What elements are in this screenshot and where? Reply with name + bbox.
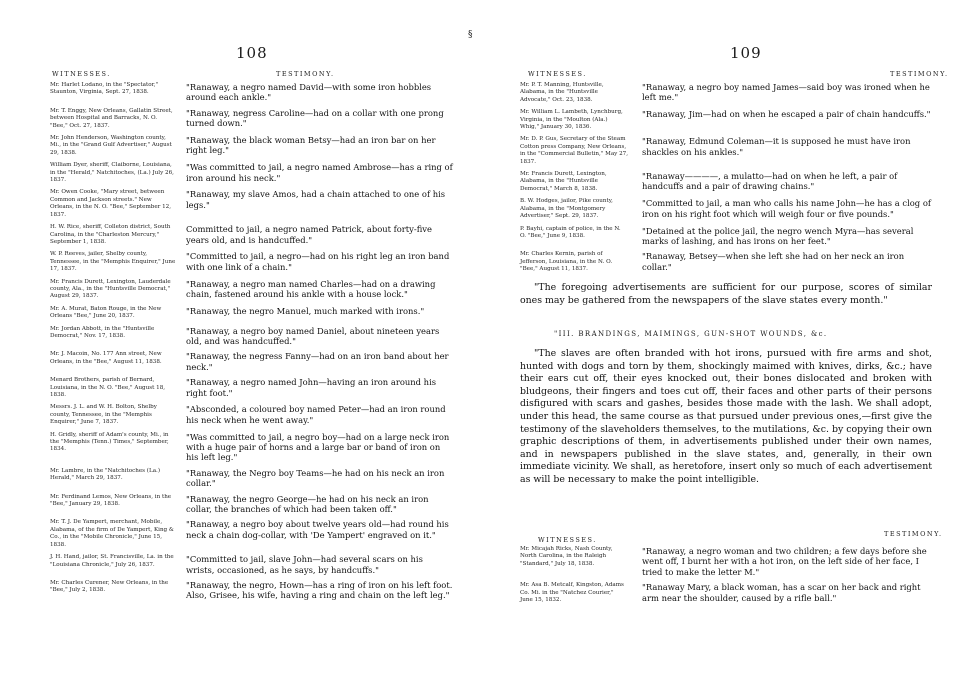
testimony-cell: "Ranaway, a negro boy named James—said boy was ironed when he left me."	[642, 82, 930, 103]
table-row	[50, 404, 454, 426]
table-row	[50, 279, 454, 301]
witness-cell: Mr. Francis Durett, Lexington, Lauderdale county, Ala., in the "Huntsville Democrat," August 29, 1837.	[50, 278, 171, 300]
witness-cell: Mr. Micajah Ricks, Nash County, North Carolina, in the Raleigh "Standard," July 18, 1838.	[520, 546, 613, 567]
testimony-cell: "Ranaway Mary, a black woman, has a scar on her back and right arm near the shoulder, caused by a rifle ball."	[642, 582, 921, 603]
witness-cell: Menard Brothers, parish of Bernard, Louisiana, in the N. O. "Bee," August 18, 1838.	[50, 377, 166, 398]
witness-cell: B. W. Hodges, jailor, Pike county, Alabama, in the "Montgomery Advertiser," Sept. 29, 1837.	[520, 198, 613, 220]
table-row	[520, 226, 932, 247]
table-row	[520, 82, 932, 104]
table-row	[50, 251, 454, 273]
table-row	[50, 580, 454, 601]
testimony-cell: "Committed to jail, slave John—had several scars on his wrists, occasioned, as he says, by handcuffs."	[186, 554, 423, 575]
witness-cell: Mr. J. Macoin, No. 177 Ann street, New Orleans, in the "Bee," August 11, 1838.	[50, 351, 162, 365]
testimony-cell: "Ranaway, a negro man named Charles—had on a drawing chain, fastened around his ankle with a house lock."	[186, 278, 436, 299]
testimony-cell: "Ranaway, a negro named David—with some iron hobbles around each ankle."	[186, 82, 432, 103]
testimony-cell: "Ranaway————, a mulatto—had on when he left, a pair of handcuffs and a pair of drawing chains."	[642, 171, 898, 192]
testimony-cell: "Ranaway, Edmund Coleman—it is supposed he must have iron shackles on his ankles."	[642, 136, 911, 157]
witness-cell: Mr. Charles Curener, New Orleans, in the "Bee," July 2, 1838.	[50, 579, 169, 594]
testimony-cell: "Committed to jail, a man who calls his name John—he has a clog of iron on his right foot which will weigh four or five pounds."	[642, 198, 931, 219]
table-row	[50, 162, 454, 184]
witness-cell: P. Bayhi, captain of police, in the N. O. "Bee," June 9, 1838.	[520, 225, 621, 239]
testimony-cell: "Ranaway, negress Caroline—had on a collar with one prong turned down."	[186, 107, 444, 129]
testimony-cell: "Ranaway, the negro, Hown—has a ring of iron on his left foot. Also, Grisee, his wife, having a ring and chain on the left leg."	[186, 579, 453, 601]
section-heading: "III. BRANDINGS, MAIMINGS, GUN-SHOT WOUNDS, &c.	[554, 330, 828, 338]
table-row	[50, 494, 454, 515]
testimony-cell: "Ranaway, Jim—had on when he escaped a pair of chain handcuffs."	[642, 109, 931, 120]
testimony-cell: "Was committed to jail, a negro boy—had on a large neck iron with a huge pair of horns and a large bar or band of iron on his left leg."	[186, 431, 450, 463]
testimony-cell: "Ranaway, a negro boy about twelve years old—had round his neck a chain dog-collar, with 'De Yampert' engraved on it."	[186, 519, 449, 540]
table-row	[50, 82, 454, 103]
witness-cell: Mr. D. P. Gus, Secretary of the Steam Cotton press Company, New Orleans, in the "Commercial Bulletin," May 27, 1837.	[520, 136, 629, 165]
entries-left	[50, 82, 454, 606]
witness-cell: Mr. Francis Durett, Lexington, Alabama, in the "Huntsville Democrat," March 8, 1838.	[520, 171, 607, 192]
table-row	[50, 326, 454, 347]
table-row	[50, 468, 454, 489]
table-row	[50, 377, 454, 399]
table-row	[50, 135, 454, 157]
table-row	[50, 519, 454, 549]
witness-cell: J. H. Hand, jailor, St. Francisville, La. in the "Louisiana Chronicle," July 26, 1837.	[50, 554, 174, 568]
witness-cell: Mr. Charles Kernin, parish of Jefferson, Louisiana, in the N. O. "Bee," August 11, 1837.	[520, 251, 613, 273]
witness-cell: Mr. A. Murat, Baton Rouge, in the New Orleans "Bee," June 20, 1837.	[50, 305, 162, 320]
testimony-label-left: TESTIMONY.	[276, 70, 335, 78]
witness-cell: H. Gridly, sheriff of Adam's county, Mi., in the "Memphis (Tenn.) Times," September, 1834.	[50, 431, 169, 453]
closing-paragraph: "The foregoing advertisements are sufficient for our purpose, scores of similar ones may be gathered from the newspapers of the slave states every month."	[520, 282, 932, 306]
testimony-cell: "Absconded, a coloured boy named Peter—had an iron round his neck when he went away."	[186, 404, 446, 425]
table-row	[520, 109, 932, 131]
witnesses-label-right: WITNESSES.	[528, 70, 587, 78]
table-row	[50, 306, 454, 321]
testimony-cell: "Ranaway, the negress Fanny—had on an iron band about her neck."	[186, 351, 449, 372]
witnesses-label-left: WITNESSES.	[52, 70, 111, 78]
testimony-cell: "Was committed to jail, a negro named Ambrose—has a ring of iron around his neck."	[186, 162, 453, 183]
testimony-label-right-2: TESTIMONY.	[884, 530, 943, 538]
witness-cell: H. W. Rice, sheriff, Colleton district, South Carolina, in the "Charleston Mercury," September 1, 1838.	[50, 224, 171, 245]
witness-cell: Mr. T. Enggy, New Orleans, Gallatin Street, between Hospital and Barracks, N. O. "Bee," Oct. 27, 1837.	[50, 107, 173, 129]
table-row	[520, 582, 932, 604]
table-row	[520, 251, 932, 273]
entries-right	[520, 82, 932, 279]
table-row	[520, 171, 932, 193]
witness-cell: Mr. Lambre, in the "Natchitoches (La.) Herald," March 29, 1837.	[50, 467, 161, 482]
witness-cell: Mr. T. J. De Yampert, merchant, Mobile, Alabama, of the firm of De Yampert, King & Co., in the "Mobile Chronicle," June 15, 1838.	[50, 519, 174, 548]
table-row	[520, 136, 932, 166]
table-row	[50, 224, 454, 246]
testimony-cell: "Ranaway, my slave Amos, had a chain attached to one of his legs."	[186, 189, 446, 210]
testimony-cell: "Ranaway, Betsey—when she left she had on her neck an iron collar."	[642, 251, 905, 272]
table-row	[50, 189, 454, 219]
testimony-cell: "Ranaway, a negro boy named Daniel, about nineteen years old, and was handcuffed."	[186, 325, 440, 346]
table-row	[50, 554, 454, 575]
right-page	[490, 0, 980, 682]
witness-cell: William Dyer, sheriff, Claiborne, Louisiana, in the "Herald," Natchitoches, (La.) July 26, 1837.	[50, 162, 174, 184]
witness-cell: Mr. Asa B. Metcalf, Kingston, Adams Co. Mi. in the "Natchez Courier," June 15, 1832.	[520, 582, 624, 604]
witness-cell: Messrs. J. L. and W. H. Bolton, Shelby county, Tennessee, in the "Memphis Enquirer," June 7, 1837.	[50, 404, 157, 426]
witness-cell: Mr. Owen Cooke, "Mary street, between Common and Jackson streets." New Orleans, in the N. O. "Bee," September 12, 1837.	[50, 189, 171, 218]
testimony-cell: "Committed to jail, a negro—had on his right leg an iron band with one link of a chain."	[186, 251, 450, 272]
witness-cell: Mr. Harlet Lodano, in the "Spectator," Staunton, Virginia, Sept. 27, 1838.	[50, 82, 159, 96]
witness-cell: Mr. William L. Lambeth, Lynchburg, Virginia, in the "Moulton (Ala.) Whig," January 30, 1836.	[520, 109, 623, 131]
table-row	[520, 198, 932, 220]
page-number-right: 109	[730, 44, 762, 62]
testimony-cell: "Ranaway, the negro George—he had on his neck an iron collar, the branches of which had been taken off."	[186, 493, 429, 515]
testimony-label-right: TESTIMONY.	[890, 70, 949, 78]
witness-cell: Mr. Jordan Abbott, in the "Huntsville Democrat," Nov. 17, 1838.	[50, 325, 155, 339]
testimony-cell: "Ranaway, the Negro boy Teams—he had on his neck an iron collar."	[186, 467, 445, 489]
witness-cell: Mr. P. T. Manning, Huntsville, Alabama, in the "Huntsville Advocate," Oct. 23, 1838.	[520, 82, 604, 103]
top-mark: §	[468, 30, 473, 40]
table-row	[50, 351, 454, 372]
table-row	[50, 108, 454, 130]
testimony-cell: "Detained at the police jail, the negro wench Myra—has several marks of lashing, and has irons on her feet."	[642, 225, 914, 246]
witness-cell: Mr. John Henderson, Washington county, Mi., in the "Grand Gulf Advertiser," August 29, 1838.	[50, 135, 172, 156]
testimony-cell: "Ranaway, a negro named John—having an iron around his right foot."	[186, 377, 437, 398]
testimony-cell: "Ranaway, a negro woman and two children; a few days before she went off, I burnt her with a hot iron, on the left side of her face, I tried to make the letter M."	[642, 546, 927, 577]
entries-right-2	[520, 546, 932, 609]
testimony-cell: "Ranaway, the black woman Betsy—had an iron bar on her right leg."	[186, 135, 436, 156]
testimony-cell: "Ranaway, the negro Manuel, much marked with irons."	[186, 305, 425, 316]
section-paragraph: "The slaves are often branded with hot irons, pursued with fire arms and shot, hunted with dogs and torn by them, shockingly maimed with knives, dirks, &c.; have their ears cut off, their eyes knocked out, their bones dislocated and broken with bludgeons, their fingers and toes cut off, their faces and other parts of their persons disfigured with scars and gashes, besides those made with the lash. We shall adopt, under this head, the same course as that pursued under previous ones,—first give the testimony of the slaveholders themselves, to the mutilations, &c. by copying their own graphic descriptions of them, in advertisements published under their own names, and in newspapers published in the slave states, and, generally, in their own immediate vicinity. We shall, as heretofore, insert only so much of each advertisement as will be necessary to make the point intelligible.	[520, 348, 932, 485]
witness-cell: Mr. Ferdinand Lemos, New Orleans, in the "Bee," January 29, 1838.	[50, 493, 172, 508]
table-row	[50, 432, 454, 463]
witnesses-label-right-2: WITNESSES.	[538, 536, 597, 544]
page-number-left: 108	[236, 44, 268, 62]
testimony-cell: Committed to jail, a negro named Patrick, about forty-five years old, and is handcuffed."	[186, 224, 432, 245]
witness-cell: W. P. Reeves, jailer, Shelby county, Tennessee, in the "Memphis Enquirer," June 17, 1837.	[50, 251, 176, 273]
table-row	[520, 546, 932, 577]
